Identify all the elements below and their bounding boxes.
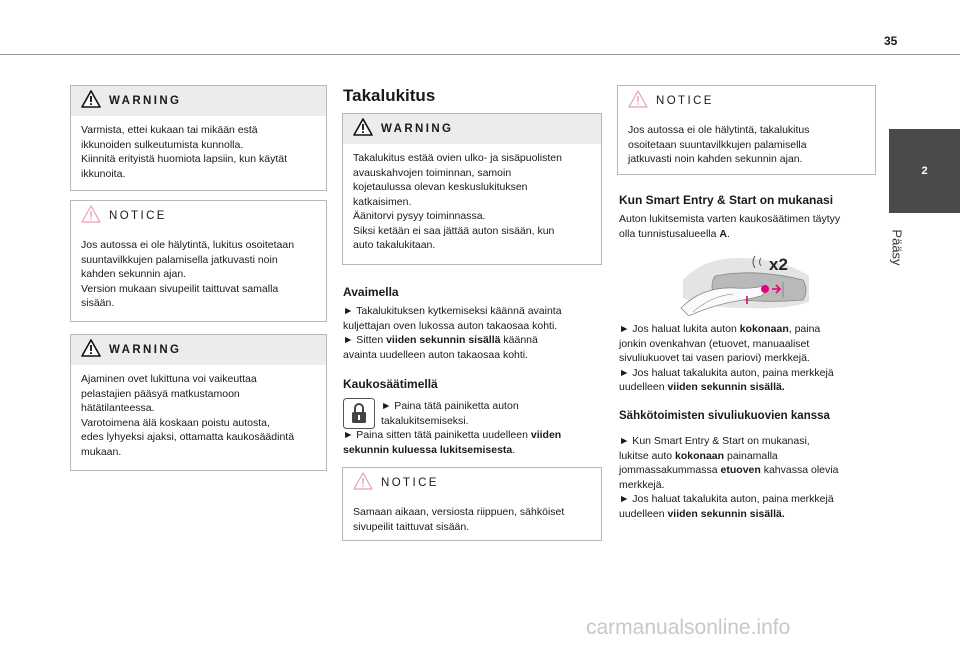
text-line: takalukitsemiseksi.	[381, 414, 469, 427]
text-line: merkkejä.	[619, 478, 665, 491]
text-line: Jos autossa ei ole hälytintä, lukitus osoitetaan	[81, 239, 295, 251]
text-line: jatkuvasti noin kahden sekunnin ajan.	[628, 153, 803, 165]
notice-title: NOTICE	[656, 95, 714, 107]
smart-entry-steps	[619, 322, 881, 395]
text-line: ► Jos haluat lukita auton kokonaan, paina	[619, 323, 821, 335]
text-line: sekunnin kuluessa lukitsemisesta.	[343, 443, 516, 456]
text-line: Varmista, ettei kukaan tai mikään estä	[81, 124, 258, 136]
kauko-text-a	[381, 399, 601, 428]
text-line: kuljettajan oven lukossa auton takaosaa kohti.	[343, 319, 558, 332]
text-line: Auton lukitsemista varten kaukosäätimen täytyy	[619, 213, 841, 225]
text-line: sivupeilit taittuvat sisään.	[353, 520, 470, 533]
text-line: Version mukaan sivupeilit taittuvat samalla	[81, 282, 279, 295]
text-line: Jos autossa ei ole hälytintä, takalukitus	[628, 124, 810, 136]
notice-box-deadlock-signal	[617, 85, 876, 175]
text-line: lukitse auto kokonaan painamalla	[619, 449, 778, 462]
notice-title: NOTICE	[109, 210, 167, 222]
text-line: uudelleen viiden sekunnin sisällä.	[619, 507, 785, 520]
subheading-avaimella: Avaimella	[343, 285, 399, 299]
subheading-kaukosaatimella: Kaukosäätimellä	[343, 377, 438, 391]
warning-icon	[353, 118, 373, 141]
header-rule	[0, 54, 960, 55]
door-handle-illustration	[675, 250, 815, 316]
text-line: Siksi ketään ei saa jättää auton sisään, kun	[353, 224, 555, 237]
subheading-sahkotoimiset: Sähkötoimisten sivuliukuovien kanssa	[619, 410, 830, 422]
text-line: ► Paina tätä painiketta auton	[381, 400, 519, 412]
warning-title: WARNING	[109, 344, 182, 356]
text-line: uudelleen viiden sekunnin sisällä.	[619, 381, 785, 393]
text-line: kahden sekunnin ajan.	[81, 268, 187, 280]
text-line: kojetaulussa olevan keskuslukituksen	[353, 181, 528, 193]
text-line: hätätilanteessa.	[81, 402, 155, 414]
text-line: Äänitorvi pysyy toiminnassa.	[353, 210, 486, 222]
text-line: sivuliukuovet tai vasen pariovi) merkkejä.	[619, 352, 810, 364]
text-line: ► Kun Smart Entry & Start on mukanasi,	[619, 435, 810, 447]
text-line: osoitetaan suuntavilkkujen palamisella	[628, 138, 807, 151]
text-line: jonkin ovenkahvan (etuovet, manuaaliset	[619, 337, 810, 350]
notice-title: NOTICE	[381, 477, 439, 489]
chapter-tab[interactable]: 2	[889, 129, 960, 213]
avaimella-text	[343, 304, 605, 362]
text-line: katkaisimen.	[353, 195, 412, 208]
kauko-text-b	[343, 428, 605, 457]
text-line: ► Paina sitten tätä painiketta uudelleen viiden	[343, 429, 562, 441]
warning-box-deadlocking	[342, 113, 602, 265]
text-line: Varotoimena älä koskaan poistu autosta,	[81, 416, 270, 429]
text-line: Takalukitus estää ovien ulko- ja sisäpuolisten	[353, 152, 562, 164]
warning-box-driving-locked	[70, 334, 327, 471]
text-line: ► Jos haluat takalukita auton, paina merkkejä	[619, 366, 834, 379]
notice-box-mirrors	[342, 467, 602, 541]
text-line: sisään.	[81, 297, 115, 309]
text-line: Samaan aikaan, versiosta riippuen, sähköiset	[353, 506, 565, 518]
text-line: ► Sitten viiden sekunnin sisällä käännä	[343, 334, 538, 346]
text-line: jommassakummassa etuoven kahvassa olevia	[619, 464, 839, 476]
warning-title: WARNING	[109, 95, 182, 107]
text-line: pelastajien pääsyä matkustamoon	[81, 387, 240, 400]
text-line: ► Jos haluat takalukita auton, paina merkkejä	[619, 493, 834, 505]
text-line: ► Takalukituksen kytkemiseksi käännä avainta	[343, 305, 562, 317]
notice-box-locking	[70, 200, 327, 322]
text-line: auto takalukitaan.	[353, 239, 436, 251]
notice-icon	[628, 90, 648, 113]
text-line: Ajaminen ovet lukittuna voi vaikeuttaa	[81, 373, 257, 385]
text-line: mukaan.	[81, 445, 122, 458]
text-line: suuntavilkkujen palamisella jatkuvasti noin	[81, 253, 278, 266]
warning-icon	[81, 339, 101, 362]
x2-label: x2	[769, 255, 788, 274]
notice-icon	[353, 472, 373, 495]
text-line: avauskahvojen toiminnan, samoin	[353, 166, 512, 179]
sahko-steps	[619, 434, 881, 521]
warning-box-windows	[70, 85, 327, 191]
page-number: 35	[884, 34, 898, 48]
watermark: carmanualsonline.info	[586, 616, 791, 639]
warning-icon	[81, 90, 101, 113]
text-line: olla tunnistusalueella A.	[619, 227, 730, 240]
notice-icon	[81, 205, 101, 228]
subheading-smart-entry: Kun Smart Entry & Start on mukanasi	[619, 193, 834, 207]
text-line: edes lyhyeksi ajaksi, ottamatta kaukosäädintä	[81, 431, 295, 443]
text-line: Kiinnitä erityistä huomiota lapsiin, kun käytät	[81, 153, 288, 165]
text-line: avainta uudelleen auton takaosaa kohti.	[343, 348, 529, 361]
warning-title: WARNING	[381, 123, 454, 135]
text-line: ikkunoita.	[81, 167, 126, 180]
text-line: ikkunoiden sulkeutumista kunnolla.	[81, 138, 244, 151]
chapter-label: Pääsy	[889, 229, 905, 266]
lock-button-icon	[343, 398, 375, 429]
section-title-takalukitus: Takalukitus	[343, 86, 436, 105]
smart-entry-intro	[619, 212, 879, 241]
